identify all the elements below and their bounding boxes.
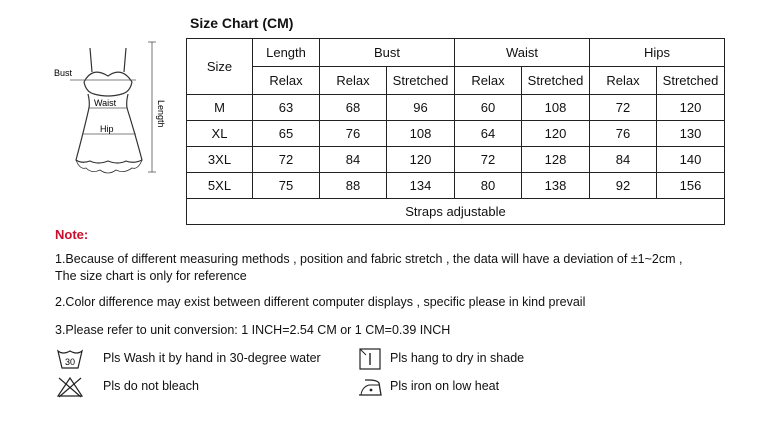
table-cell: 3XL	[187, 147, 253, 173]
subheader-cell: Stretched	[387, 67, 455, 95]
table-cell: 130	[657, 121, 725, 147]
note-1-line-2: The size chart is only for reference	[55, 269, 247, 283]
subheader-cell: Stretched	[657, 67, 725, 95]
table-row	[187, 121, 725, 147]
bleach-instruction: Pls do not bleach	[103, 379, 199, 393]
subheader-cell: Stretched	[522, 67, 590, 95]
table-subheader-row	[187, 67, 725, 95]
table-cell: 120	[657, 95, 725, 121]
table-cell: 92	[590, 173, 657, 199]
table-footer-row	[187, 199, 725, 225]
subheader-cell: Relax	[590, 67, 657, 95]
table-cell: 140	[657, 147, 725, 173]
table-cell: 138	[522, 173, 590, 199]
no-bleach-icon	[56, 375, 84, 399]
diagram-waist-label: Waist	[94, 98, 117, 108]
size-chart-title: Size Chart (CM)	[190, 15, 294, 31]
table-cell: 120	[387, 147, 455, 173]
subheader-cell: Relax	[320, 67, 387, 95]
table-header-row	[187, 39, 725, 67]
dry-instruction: Pls hang to dry in shade	[390, 351, 525, 365]
table-cell: 65	[253, 121, 320, 147]
subheader-cell: Relax	[253, 67, 320, 95]
length-header: Length	[253, 39, 320, 67]
table-cell: 134	[387, 173, 455, 199]
table-cell: 76	[590, 121, 657, 147]
waist-header: Waist	[455, 39, 590, 67]
table-cell: 156	[657, 173, 725, 199]
table-cell: 60	[455, 95, 522, 121]
size-header: Size	[187, 39, 253, 95]
table-row	[187, 147, 725, 173]
straps-note: Straps adjustable	[187, 199, 725, 225]
table-cell: XL	[187, 121, 253, 147]
table-cell: 108	[387, 121, 455, 147]
table-cell: 120	[522, 121, 590, 147]
table-cell: 84	[320, 147, 387, 173]
table-cell: 72	[253, 147, 320, 173]
bust-header: Bust	[320, 39, 455, 67]
wash-temp-label: 30	[64, 357, 76, 367]
wash-instruction: Pls Wash it by hand in 30-degree water	[103, 351, 321, 365]
table-cell: 108	[522, 95, 590, 121]
diagram-length-label: Length	[156, 100, 166, 128]
table-cell: 75	[253, 173, 320, 199]
iron-instruction: Pls iron on low heat	[390, 379, 500, 393]
table-cell: 80	[455, 173, 522, 199]
table-cell: 72	[455, 147, 522, 173]
note-label: Note:	[55, 227, 89, 242]
table-cell: M	[187, 95, 253, 121]
iron-low-heat-icon	[355, 375, 385, 399]
hang-dry-shade-icon	[358, 347, 382, 371]
table-cell: 72	[590, 95, 657, 121]
table-cell: 84	[590, 147, 657, 173]
note-3: 3.Please refer to unit conversion: 1 INCH=2.54 CM or 1 CM=0.39 INCH	[55, 323, 451, 337]
diagram-hip-label: Hip	[100, 124, 114, 134]
table-cell: 64	[455, 121, 522, 147]
table-row	[187, 173, 725, 199]
table-cell: 5XL	[187, 173, 253, 199]
table-cell: 96	[387, 95, 455, 121]
table-cell: 63	[253, 95, 320, 121]
size-table	[186, 38, 725, 225]
note-2: 2.Color difference may exist between different computer displays , specific please in kind prevail	[55, 295, 586, 309]
table-cell: 88	[320, 173, 387, 199]
garment-diagram	[52, 30, 172, 205]
table-cell: 76	[320, 121, 387, 147]
subheader-cell: Relax	[455, 67, 522, 95]
table-row	[187, 95, 725, 121]
note-1-line-1: 1.Because of different measuring methods , position and fabric stretch , the data will have a deviation of ±1~2cm ,	[55, 252, 683, 266]
hips-header: Hips	[590, 39, 725, 67]
diagram-bust-label: Bust	[54, 68, 73, 78]
table-cell: 128	[522, 147, 590, 173]
table-cell: 68	[320, 95, 387, 121]
hand-wash-30-icon	[56, 347, 84, 371]
